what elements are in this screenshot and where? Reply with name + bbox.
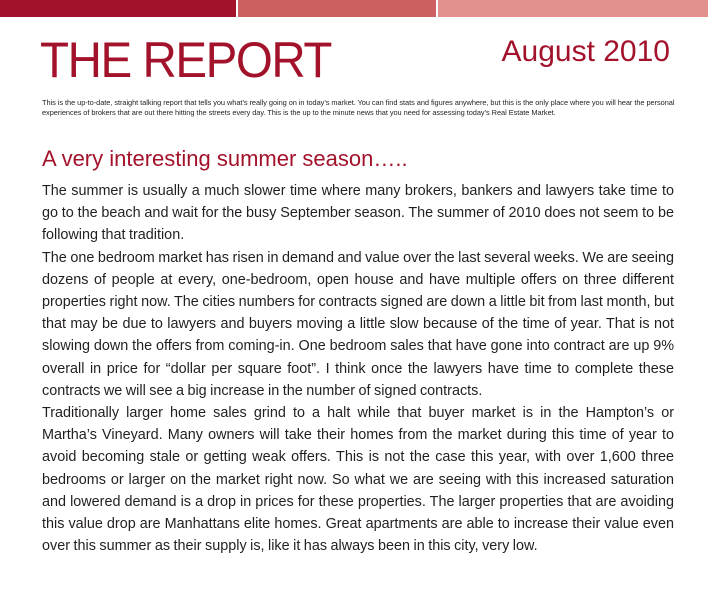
intro-text: This is the up-to-date, straight talking report that tells you what’s really going on in today’s market. You can find stats and figures anywhere, but this is the only place where you will hear the personal experiences of brokers that are out there hitting the streets every day. This is the up to the minute news that you need for assessing today’s Real Estate Market. — [42, 98, 675, 117]
article-body — [42, 180, 674, 557]
report-date: August 2010 — [501, 35, 670, 68]
report-title: THE REPORT — [40, 32, 332, 88]
top-color-bar-medium — [238, 0, 436, 17]
top-color-bar-light — [438, 0, 708, 17]
article-heading: A very interesting summer season….. — [42, 146, 408, 171]
article-paragraph: Traditionally larger home sales grind to a halt while that buyer market is in the Hampton’s or Martha’s Vineyard. Many owners will take their homes from the market during this time of year to avoid becoming stale or getting weak offers. This is not the case this year, with over 1,600 three bedrooms or larger on the market right now. So what we are seeing with this increased saturation and lowered demand is a drop in prices for these properties. The larger properties that are avoiding this value drop are Manhattans elite homes. Great apartments are able to increase their value even over this summer as their supply is, like it has always been in this city, very low. — [42, 405, 674, 555]
article-paragraph: The summer is usually a much slower time where many brokers, bankers and lawyers take time to go to the beach and wait for the busy September season. The summer of 2010 does not seem to be following that tradition. — [42, 183, 674, 244]
top-color-bar-dark — [0, 0, 236, 17]
article-paragraph: The one bedroom market has risen in demand and value over the last several weeks. We are seeing dozens of people at every, one-bedroom, open house and have multiple offers on three different properties right now. The cities numbers for contracts signed are down a little bit from last month, but that may be due to lawyers and buyers moving a little slow because of the time of year. That is not slowing down the offers from coming-in. One bedroom sales that have gone into contract are up 9% overall in price for “dollar per square foot”. I think once the lawyers have time to complete these contracts we will see a big increase in the number of signed contracts. — [42, 249, 674, 399]
